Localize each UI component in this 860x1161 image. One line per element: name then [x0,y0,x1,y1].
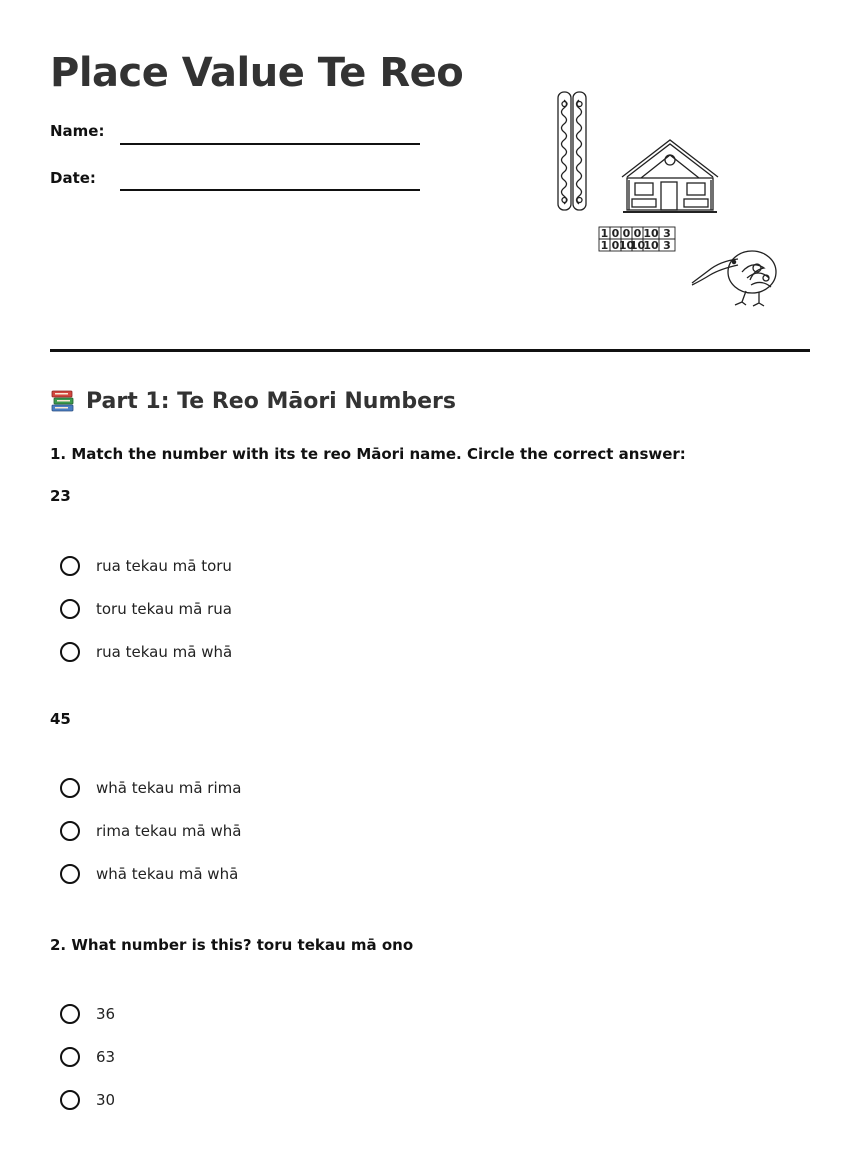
date-field[interactable] [120,189,420,191]
place-value-digit: 10 [643,239,659,252]
books-icon [50,388,76,414]
section-divider [50,349,810,352]
place-value-digit: 1 [600,227,609,240]
radio-circle[interactable] [60,1090,80,1110]
answer-option-label: rima tekau mā whā [96,822,242,840]
place-value-digit: 0 [633,227,642,240]
radio-circle[interactable] [60,642,80,662]
answer-option-label: 36 [96,1005,116,1023]
answer-option-label: whā tekau mā rima [96,779,242,797]
place-value-digit: 10 [618,239,635,252]
answer-option[interactable] [60,553,232,579]
place-value-digit: 10 [629,239,646,252]
question-1a-number: 23 [50,487,71,505]
answer-option[interactable] [60,775,241,801]
name-field[interactable] [120,143,420,145]
worksheet-title: Place Value Te Reo [50,50,464,96]
header-illustration [545,82,795,317]
answer-option-label: whā tekau mā whā [96,865,239,883]
answer-option-label: rua tekau mā toru [96,557,232,575]
answer-option[interactable] [60,861,238,887]
part1-heading-text: Part 1: Te Reo Māori Numbers [86,388,456,414]
place-value-chart-icon [599,227,675,252]
place-value-digit: 0 [611,227,620,240]
name-label: Name: [50,122,105,140]
radio-circle[interactable] [60,864,80,884]
wharenui-house-icon [622,140,718,212]
place-value-digit: 0 [622,227,631,240]
answer-option[interactable] [60,1087,115,1113]
kiwi-bird-icon [692,251,776,306]
part1-heading [50,388,456,414]
radio-circle[interactable] [60,1004,80,1024]
place-value-digit: 3 [663,227,671,240]
place-value-digit: 1 [600,239,609,252]
place-value-digit: 3 [663,239,671,252]
question-2-text: 2. What number is this? toru tekau mā ono [50,936,414,954]
carved-pou-icon [558,92,586,210]
question-1b-number: 45 [50,710,71,728]
radio-circle[interactable] [60,1047,80,1067]
answer-option[interactable] [60,1001,115,1027]
answer-option[interactable] [60,596,232,622]
radio-circle[interactable] [60,556,80,576]
answer-option[interactable] [60,1044,115,1070]
place-value-digit: 0 [611,239,620,252]
date-label: Date: [50,169,96,187]
radio-circle[interactable] [60,778,80,798]
place-value-digit: 10 [643,227,659,240]
radio-circle[interactable] [60,599,80,619]
answer-option-label: 30 [96,1091,116,1109]
answer-option-label: toru tekau mā rua [96,600,232,618]
answer-option[interactable] [60,639,232,665]
question-1-text: 1. Match the number with its te reo Māori name. Circle the correct answer: [50,445,686,463]
answer-option-label: 63 [96,1048,116,1066]
radio-circle[interactable] [60,821,80,841]
answer-option[interactable] [60,818,241,844]
answer-option-label: rua tekau mā whā [96,643,233,661]
